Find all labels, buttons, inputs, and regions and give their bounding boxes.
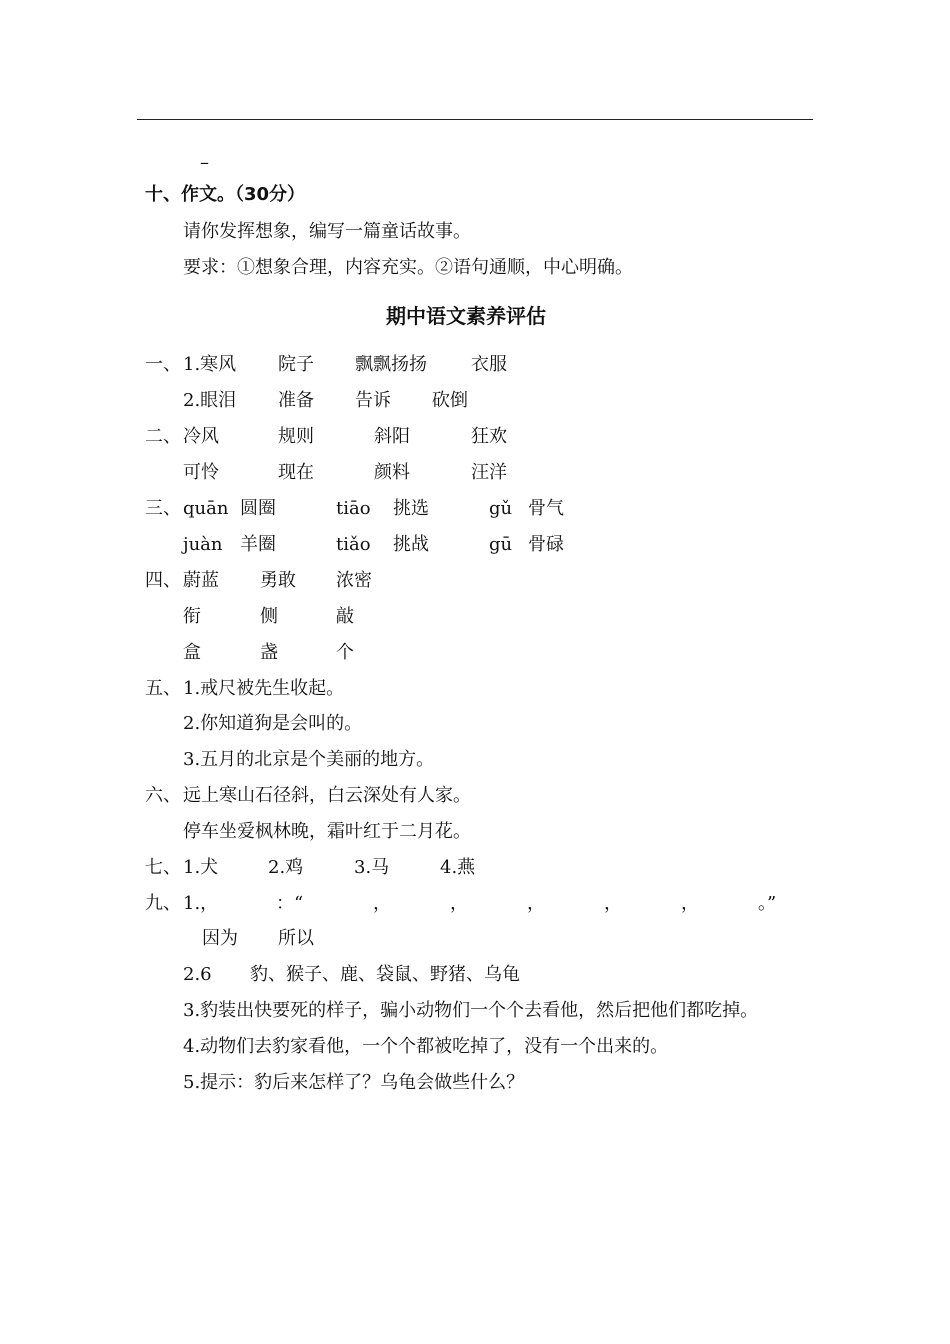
q3-label: 三、 xyxy=(145,498,181,519)
q5-item: 2.你知道狗是会叫的。 xyxy=(183,713,363,734)
q3-pinyin: tiāo xyxy=(336,498,371,519)
q6-label: 六、 xyxy=(145,785,181,806)
q3-word: 骨碌 xyxy=(528,534,564,555)
q1-word: 告诉 xyxy=(355,390,391,411)
q3-word: 圆圈 xyxy=(240,498,276,519)
q3-word: 挑战 xyxy=(393,534,429,555)
q1-row2 xyxy=(0,390,950,412)
q2-word: 汪洋 xyxy=(471,462,507,483)
q9-a2-num: 2.6 xyxy=(183,964,212,985)
q2-row2 xyxy=(0,462,950,484)
q1-word: 砍倒 xyxy=(432,390,468,411)
q1-word: 衣服 xyxy=(471,354,507,375)
q7-item: 4.燕 xyxy=(440,857,476,878)
q9-conj: 因为 xyxy=(202,928,238,949)
q5-item: 3.五月的北京是个美丽的地方。 xyxy=(183,749,435,770)
q4-row2 xyxy=(0,606,950,628)
q3-pinyin: gū xyxy=(489,534,513,555)
q9-a2-row xyxy=(0,964,950,986)
q3-pinyin: tiǎo xyxy=(336,534,371,555)
q3-row1 xyxy=(0,498,950,520)
q2-row1 xyxy=(0,426,950,448)
q9-a2-text: 豹、猴子、鹿、袋鼠、野猪、乌龟 xyxy=(250,964,520,985)
q9-punct: ， xyxy=(527,893,545,914)
q7-item: 2.鸡 xyxy=(268,857,304,878)
q2-word: 冷风 xyxy=(183,426,219,447)
q5-item: 1.戒尺被先生收起。 xyxy=(183,678,345,699)
q4-char: 敲 xyxy=(336,606,354,627)
q9-punct-row xyxy=(0,893,950,915)
q4-char: 衔 xyxy=(183,606,201,627)
q3-pinyin: quān xyxy=(183,498,229,519)
q6-poem-line: 远上寒山石径斜，白云深处有人家。 xyxy=(183,785,471,806)
q7-row xyxy=(0,857,950,879)
q9-conj-row xyxy=(0,928,950,950)
q1-word: 1.寒风 xyxy=(183,354,237,375)
q5-label: 五、 xyxy=(145,678,181,699)
q9-punct: ， xyxy=(373,893,391,914)
answer-title: 期中语文素养评估 xyxy=(386,304,546,328)
q3-word: 羊圈 xyxy=(240,534,276,555)
q9-a4: 4.动物们去豹家看他，一个个都被吃掉了，没有一个出来的。 xyxy=(183,1036,669,1057)
q3-word: 骨气 xyxy=(528,498,564,519)
q1-word: 院子 xyxy=(278,354,314,375)
q4-word: 浓密 xyxy=(336,570,372,591)
q4-word: 勇敢 xyxy=(260,570,296,591)
q9-punct: ， xyxy=(604,893,622,914)
q4-char: 个 xyxy=(336,642,354,663)
q2-word: 斜阳 xyxy=(374,426,410,447)
q9-label: 九、 xyxy=(145,893,181,914)
q2-word: 可怜 xyxy=(183,462,219,483)
q4-char: 侧 xyxy=(260,606,278,627)
composition-requirement: 要求：①想象合理，内容充实。②语句通顺，中心明确。 xyxy=(183,257,633,278)
q1-row1 xyxy=(0,354,950,376)
q4-row1 xyxy=(0,570,950,592)
q1-word: 飘飘扬扬 xyxy=(355,354,427,375)
composition-prompt: 请你发挥想象，编写一篇童话故事。 xyxy=(183,221,471,242)
q4-row3 xyxy=(0,642,950,664)
q4-char: 盏 xyxy=(260,642,278,663)
q9-punct: ， xyxy=(450,893,468,914)
q6-poem-line: 停车坐爱枫林晚，霜叶红于二月花。 xyxy=(183,821,471,842)
q9-conj: 所以 xyxy=(278,928,314,949)
q2-label: 二、 xyxy=(145,426,181,447)
q9-a5: 5.提示：豹后来怎样了？乌龟会做些什么？ xyxy=(183,1072,525,1093)
q7-item: 1.犬 xyxy=(183,857,219,878)
composition-heading: 十、作文。（30分） xyxy=(145,184,306,205)
q1-word: 2.眼泪 xyxy=(183,390,237,411)
q9-punct: 。” xyxy=(758,893,777,914)
header-rule xyxy=(137,119,813,120)
q9-punct: ， xyxy=(681,893,699,914)
q2-word: 颜料 xyxy=(374,462,410,483)
q1-word: 准备 xyxy=(278,390,314,411)
q7-label: 七、 xyxy=(145,857,181,878)
q3-pinyin: juàn xyxy=(183,534,223,555)
q4-char: 盒 xyxy=(183,642,201,663)
q2-word: 规则 xyxy=(278,426,314,447)
q9-a3: 3.豹装出快要死的样子，骗小动物们一个个去看他，然后把他们都吃掉。 xyxy=(183,1000,759,1021)
q9-punct: ：“ xyxy=(276,893,304,914)
q4-label: 四、 xyxy=(145,570,181,591)
q2-word: 现在 xyxy=(278,462,314,483)
q7-item: 3.马 xyxy=(354,857,390,878)
header-dash: – xyxy=(200,152,209,173)
q2-word: 狂欢 xyxy=(471,426,507,447)
q9-punct: 1.， xyxy=(183,893,219,914)
q3-pinyin: gǔ xyxy=(489,498,513,519)
q4-word: 蔚蓝 xyxy=(183,570,219,591)
q1-label: 一、 xyxy=(145,354,181,375)
q3-row2 xyxy=(0,534,950,556)
q3-word: 挑选 xyxy=(393,498,429,519)
